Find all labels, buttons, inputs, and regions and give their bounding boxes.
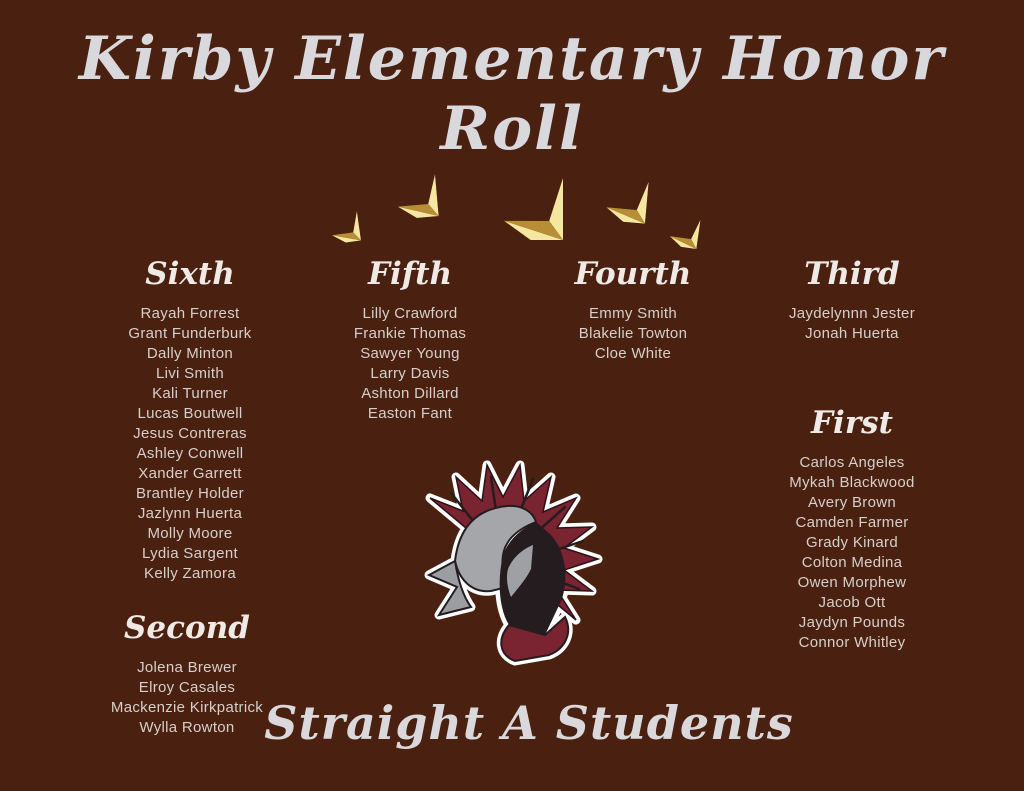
gold-star-icon (433, 110, 563, 240)
student-name: Blakelie Towton (578, 325, 688, 342)
student-name: Avery Brown (807, 494, 897, 511)
student-list (742, 453, 962, 653)
gold-star-icon (635, 179, 705, 249)
student-name: Easton Fant (367, 405, 453, 422)
gold-star-icon (343, 128, 438, 223)
student-list (80, 304, 300, 584)
student-name: Ashley Conwell (136, 445, 244, 462)
grade-heading: Fifth (368, 256, 452, 292)
page-title: Kirby Elementary Honor Roll (78, 24, 946, 164)
student-name: Mackenzie Kirkpatrick (110, 699, 264, 716)
student-name: Grant Funderburk (128, 325, 252, 342)
student-name: Jaydelynnn Jester (788, 305, 915, 322)
grade-section-first (742, 405, 962, 653)
student-name: Connor Whitley (798, 634, 906, 651)
student-name: Emmy Smith (588, 305, 677, 322)
grade-section-fifth (300, 256, 520, 424)
student-name: Molly Moore (147, 525, 233, 542)
student-name: Jacob Ott (818, 594, 886, 611)
student-list (742, 304, 962, 344)
student-name: Cloe White (594, 345, 672, 362)
grade-heading: First (811, 405, 893, 441)
student-name: Jonah Huerta (805, 325, 899, 342)
student-name: Xander Garrett (138, 465, 242, 482)
grade-heading: Sixth (145, 256, 235, 292)
student-name: Jaydyn Pounds (798, 614, 906, 631)
student-name: Ashton Dillard (361, 385, 459, 402)
student-name: Lydia Sargent (142, 545, 238, 562)
grade-section-sixth (80, 256, 300, 584)
student-name: Colton Medina (801, 554, 903, 571)
student-name: Kelly Zamora (144, 565, 236, 582)
footer-caption: Straight A Students (264, 696, 794, 750)
student-name: Elroy Casales (138, 679, 236, 696)
student-name: Jolena Brewer (137, 659, 237, 676)
student-name: Frankie Thomas (353, 325, 467, 342)
student-name: Kali Turner (152, 385, 228, 402)
student-name: Camden Farmer (795, 514, 909, 531)
student-list (300, 304, 520, 424)
student-name: Sawyer Young (360, 345, 460, 362)
grade-heading: Third (804, 256, 900, 292)
grade-section-third (742, 256, 962, 344)
student-name: Jazlynn Huerta (137, 505, 243, 522)
student-name: Lucas Boutwell (137, 405, 243, 422)
student-name: Larry Davis (370, 365, 450, 382)
student-name: Wylla Rowton (139, 719, 235, 736)
student-name: Lilly Crawford (362, 305, 458, 322)
grade-heading: Second (124, 610, 250, 646)
student-name: Owen Morphew (797, 574, 907, 591)
grade-heading: Fourth (574, 256, 692, 292)
student-name: Dally Minton (146, 345, 234, 362)
student-name: Grady Kinard (806, 534, 898, 551)
student-list (523, 304, 743, 364)
student-name: Rayah Forrest (140, 305, 240, 322)
student-name: Jesus Contreras (133, 425, 247, 442)
student-name: Brantley Holder (136, 485, 244, 502)
star-banner (287, 105, 707, 250)
student-name: Mykah Blackwood (789, 474, 915, 491)
grade-section-fourth (523, 256, 743, 364)
student-name: Livi Smith (155, 365, 225, 382)
student-name: Carlos Angeles (799, 454, 905, 471)
trojan-helmet-mascot (413, 449, 613, 674)
